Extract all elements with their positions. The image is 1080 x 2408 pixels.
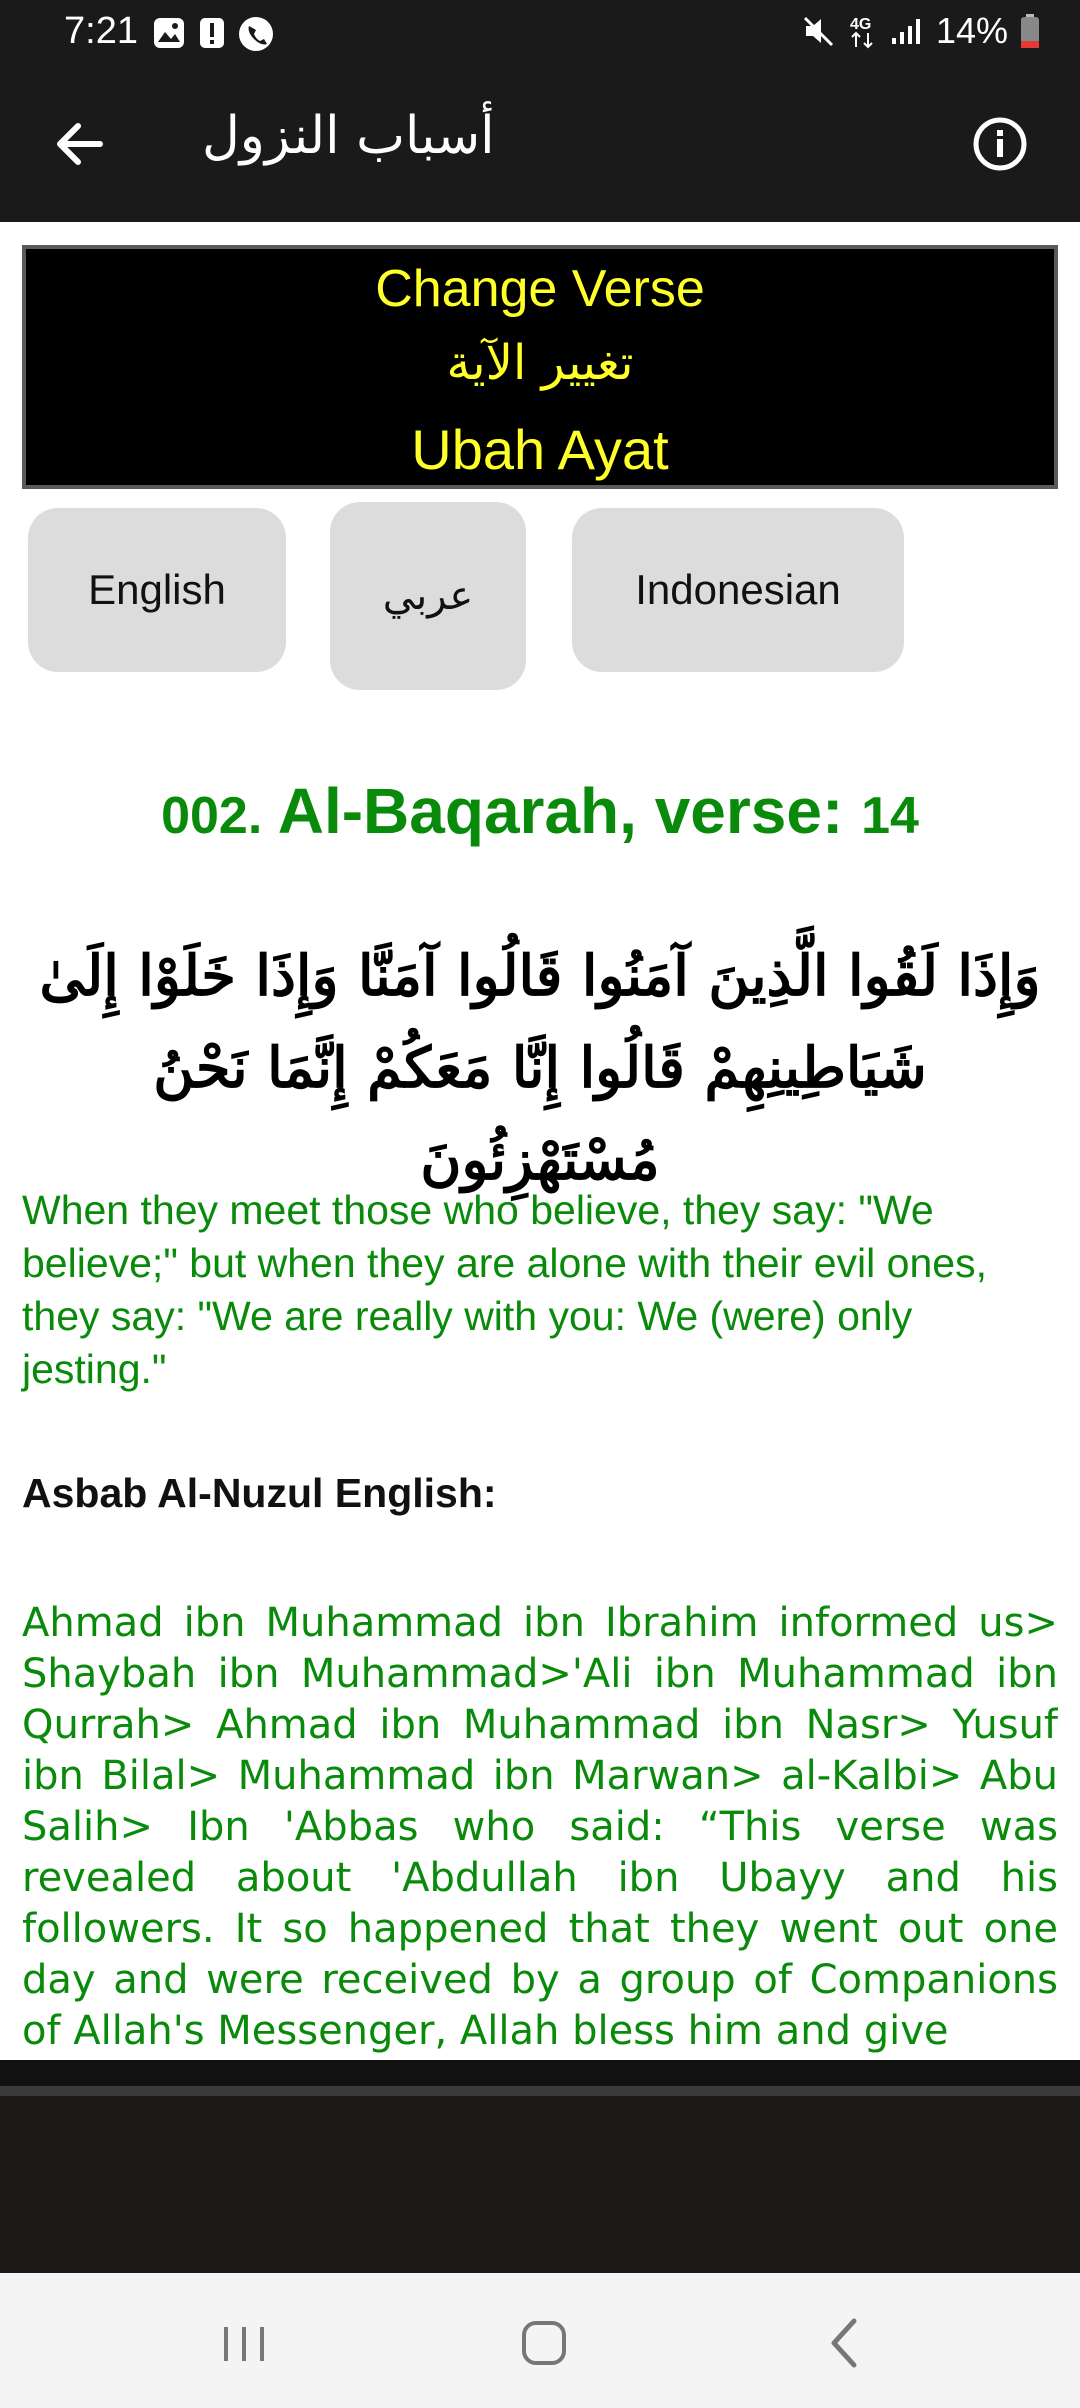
info-icon — [966, 110, 1034, 178]
asbab-heading: Asbab Al-Nuzul English: — [22, 1470, 497, 1516]
home-button[interactable] — [504, 2303, 584, 2383]
alert-icon — [198, 16, 226, 50]
change-verse-label-english: Change Verse — [375, 260, 705, 318]
surah-verse-title: Al-Baqarah, verse: — [262, 775, 862, 847]
indonesian-button[interactable]: Indonesian — [572, 508, 904, 672]
arabic-button[interactable]: عربي — [330, 502, 526, 690]
battery-low-icon — [1020, 13, 1040, 49]
banner-divider-highlight — [0, 2086, 1080, 2096]
verse-heading — [0, 774, 1080, 848]
navigation-bar — [0, 2273, 1080, 2408]
mute-icon — [802, 14, 836, 48]
surah-number: 002. — [161, 787, 263, 845]
phone-icon — [238, 16, 274, 52]
change-verse-button[interactable] — [22, 245, 1058, 489]
status-icons-right — [802, 10, 1040, 52]
chevron-left-icon — [806, 2303, 886, 2383]
status-icons-left — [152, 16, 274, 52]
change-verse-label-indonesian: Ubah Ayat — [411, 418, 669, 481]
status-bar — [0, 0, 1080, 66]
banner-divider — [0, 2060, 1080, 2086]
info-button[interactable] — [966, 110, 1034, 178]
asbab-text: Ahmad ibn Muhammad ibn Ibrahim informed us> Shaybah ibn Muhammad>'Ali ibn Muhammad ibn Qurrah> Ahmad ibn Muhammad ibn Nasr> Yusuf ibn Bilal> Muhammad ibn Marwan> al-Kalbi> Abu Salih> Ibn 'Abbas who said: “This verse was revealed about 'Abdullah ibn Ubayy and his followers. It so happened that they went out one day and were received by a group of Companions of Allah's Messenger, Allah bless him and give — [22, 1600, 1058, 2054]
gallery-icon — [152, 16, 186, 50]
arrow-left-icon — [46, 110, 114, 178]
status-time: 7:21 — [64, 10, 138, 52]
app-bar — [0, 66, 1080, 222]
signal-icon — [890, 16, 924, 46]
change-verse-label-arabic: تغيير الآية — [446, 335, 634, 391]
svg-text:4G: 4G — [849, 16, 872, 33]
page-title: أسباب النزول — [202, 106, 495, 166]
recent-apps-button[interactable] — [204, 2303, 284, 2383]
english-button[interactable]: English — [28, 508, 286, 672]
back-button[interactable] — [46, 110, 114, 178]
recent-apps-icon — [204, 2303, 284, 2383]
nav-back-button[interactable] — [806, 2303, 886, 2383]
verse-number: 14 — [861, 787, 919, 845]
bottom-banner-area — [0, 2060, 1080, 2273]
battery-percent: 14% — [935, 10, 1008, 51]
arabic-verse-text: وَإِذَا لَقُوا الَّذِينَ آمَنُوا قَالُوا آمَنَّا وَإِذَا خَلَوْا إِلَىٰ شَيَاطِينِهِمْ قَالُوا إِنَّا مَعَكُمْ إِنَّمَا نَحْنُ مُسْتَهْزِئُونَ — [39, 943, 1041, 1193]
home-icon — [504, 2303, 584, 2383]
4g-icon — [848, 13, 878, 49]
verse-translation: When they meet those who believe, they say: "We believe;" but when they are alone with their evil ones, they say: "We are really with you: We (were) only jesting." — [22, 1187, 987, 1392]
